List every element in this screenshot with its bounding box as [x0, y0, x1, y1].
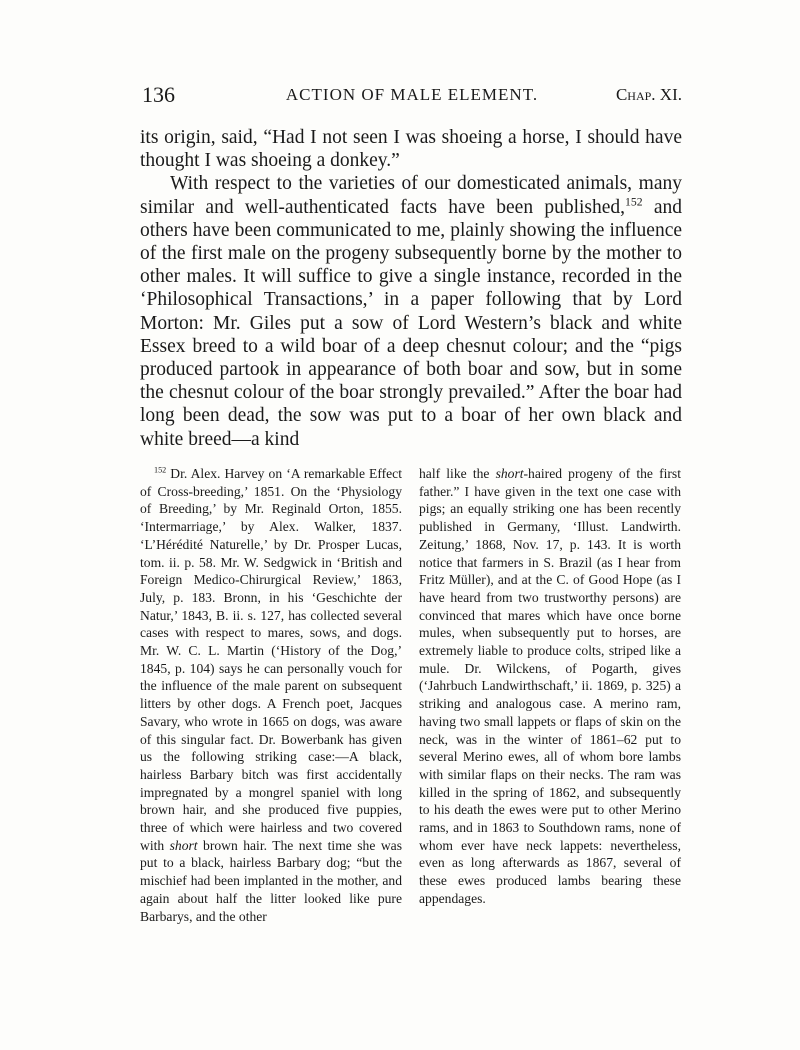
paragraph-continuation: [140, 126, 682, 172]
footnote-column-right: [419, 465, 681, 908]
footnote-text: Dr. Alex. Harvey on ‘A remarkable Effect of Cross-breeding,’ 1851. On the ‘Physiology of Breeding,’ by Mr. Reginald Orton, 1855. ‘Intermarriage,’ by Alex. Walker, 1837. ‘L’Hérédité Naturelle,’ by Dr. Prosper Lucas, tom. ii. p. 58. Mr. W. Sedgwick in ‘British and Foreign Medico-Chirurgical Review,’ 1863, July, p. 183. Bronn, in his ‘Geschichte der Natur,’ 1843, B. ii. s. 127, has collected several cases with respect to mares, sows, and dogs. Mr. W. C. L. Martin (‘History of the Dog,’ 1845, p. 104) says he can personally vouch for the influence of the male parent on subsequent litters by other dogs. A French poet, Jacques Savary, who wrote in 1665 on dogs, was aware of this singular fact. Dr. Bowerbank has given us the following striking case:—A black, hairless Barbary bitch was first accidentally impregnated by a mongrel spaniel with long brown hair, and she produced five puppies, three of which were hairless and two covered with: [140, 466, 402, 853]
paragraph-varieties: [140, 172, 682, 450]
footnote-emphasis: short: [495, 466, 524, 481]
footnote-text: -haired progeny of the first father.” I have given in the text one case with pigs; an equally striking one has been recently published in Germany, ‘Illust. Landwirth. Zeitung,’ 1868, Nov. 17, p. 143. It is worth notice that farmers in S. Brazil (as I hear from Fritz Müller), and at the C. of Good Hope (as I have heard from two trustworthy persons) are convinced that mares which have once borne mules, when subsequently put to horses, are extremely liable to produce colts, striped like a mule. Dr. Wilckens, of Pogarth, gives (‘Jahrbuch Landwirthschaft,’ ii. 1869, p. 325) a striking and analogous case. A merino ram, having two small lappets or flaps of skin on the neck, was in the winter of 1861–62 put to several Merino ewes, all of whom bore lambs with similar flaps on their necks. The ram was killed in the spring of 1862, and subsequently to his death the ewes were put to other Merino rams, and in 1863 to Southdown rams, none of whom ever have neck lappets: nevertheless, even as long afterwards as 1867, several of these ewes produced lambs bearing these appendages.: [419, 466, 681, 906]
footnote-number: 152: [154, 465, 167, 475]
paragraph-text-part: With respect to the varieties of our domesticated animals, many similar and well-authenticated facts have been published,: [140, 173, 682, 218]
footnote-emphasis: short: [169, 837, 198, 853]
paragraph-text-part: and others have been communicated to me, plainly showing the influence of the first male on the progeny subsequently borne by the mother to other males. It will suffice to give a single instance, recorded in the ‘Philosophical Transactions,’ in a paper following that by Lord Morton: Mr. Giles put a sow of Lord Western’s black and white Essex breed to a wild boar of a deep chesnut colour; and the “pigs produced partook in appearance of both boar and sow, but in some the chesnut colour of the boar strongly prevailed.” After the boar had long been dead, the sow was put to a boar of her own black and white breed—a kind: [140, 196, 682, 450]
paragraph-text: its origin, said, “Had I not seen I was shoeing a horse, I should have thought I was shoeing a donkey.”: [140, 127, 682, 172]
page-number: 136: [142, 82, 175, 107]
chapter-label: Chap. XI.: [615, 85, 682, 104]
footnote-text: half like the: [419, 466, 496, 481]
footnote-column-left: [140, 465, 402, 925]
main-text: [140, 126, 682, 451]
footnote-text: brown hair. The next time she was put to a black, hairless Barbary dog; “but the mischief had been implanted in the mother, and again about half the litter looked like pure Barbarys, and the other: [140, 837, 402, 924]
footnote-reference[interactable]: 152: [625, 195, 643, 209]
running-title: ACTION OF MALE ELEMENT.: [285, 85, 539, 104]
page-header: [142, 82, 682, 114]
